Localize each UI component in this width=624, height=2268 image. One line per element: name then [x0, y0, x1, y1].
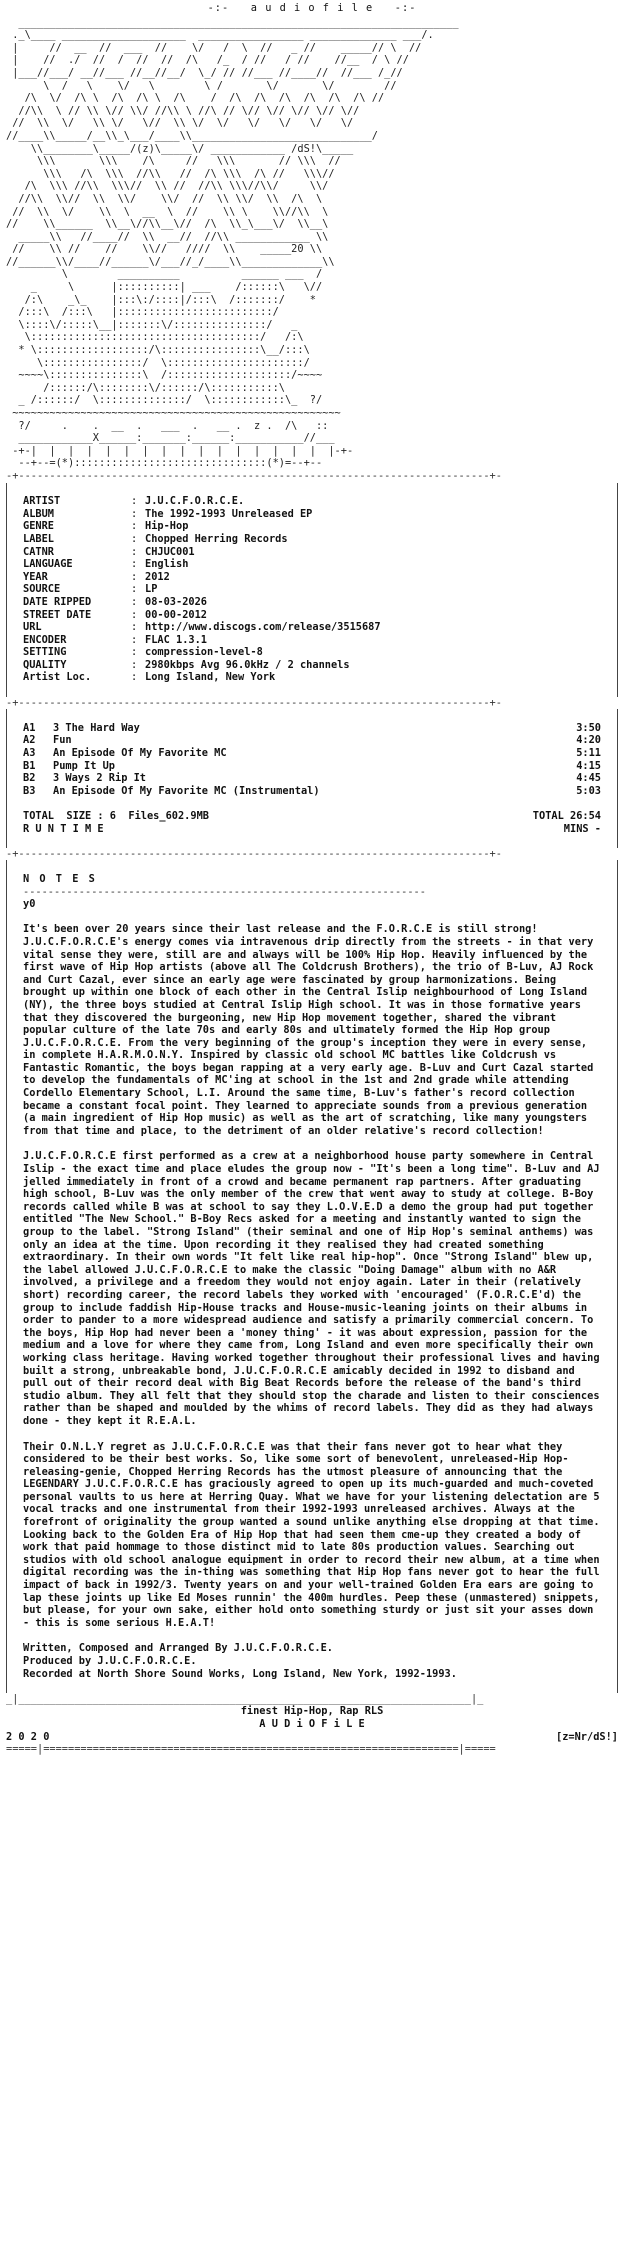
- info-key: CATNR: [23, 545, 54, 558]
- footer-signature: [z=Nr/dS!]: [556, 1730, 618, 1743]
- track-title: An Episode Of My Favorite MC: [53, 747, 227, 760]
- info-value: Hip-Hop: [145, 520, 189, 533]
- info-colon: :: [131, 583, 138, 596]
- info-key: YEAR: [23, 570, 48, 583]
- track-title: An Episode Of My Favorite MC (Instrumental): [53, 784, 320, 797]
- info-value: 00-00-2012: [145, 608, 207, 621]
- info-row: [23, 558, 601, 571]
- track-duration: 4:15: [576, 759, 601, 772]
- info-value: 2980kbps Avg 96.0kHz / 2 channels: [145, 658, 350, 671]
- info-colon: :: [131, 570, 138, 583]
- info-row: [23, 533, 601, 546]
- info-row: [23, 596, 601, 609]
- credit-line: Produced by J.U.C.F.O.R.C.E.: [23, 1655, 197, 1667]
- release-info-list: [23, 495, 601, 684]
- nfo-document: [6, 2, 618, 1756]
- info-key: DATE RIPPED: [23, 595, 92, 608]
- runtime-row: [23, 823, 601, 836]
- total-runtime: TOTAL 26:54: [532, 810, 601, 822]
- tracklist: [23, 722, 601, 798]
- info-colon: :: [131, 595, 138, 608]
- track-row: [23, 785, 601, 798]
- track-duration: 4:45: [576, 772, 601, 785]
- info-key: Artist Loc.: [23, 671, 92, 684]
- notes-greeting: y0: [23, 898, 36, 911]
- track-duration: 3:50: [576, 721, 601, 734]
- info-row: [23, 646, 601, 659]
- track-title: 3 The Hard Way: [53, 721, 140, 734]
- separator: -+----------------------------------------------------------------------------+-: [6, 847, 502, 860]
- info-value: http://www.discogs.com/release/3515687: [145, 621, 381, 634]
- info-value: 08-03-2026: [145, 595, 207, 608]
- info-value: FLAC 1.3.1: [145, 633, 207, 646]
- notes-body: [23, 923, 601, 1629]
- track-row: [23, 760, 601, 773]
- separator: -+----------------------------------------------------------------------------+-: [6, 696, 502, 709]
- info-row: [23, 609, 601, 622]
- info-row: [23, 571, 601, 584]
- info-colon: :: [131, 671, 138, 684]
- info-row: [23, 546, 601, 559]
- info-colon: :: [131, 658, 138, 671]
- track-duration: 4:20: [576, 734, 601, 747]
- info-colon: :: [131, 532, 138, 545]
- info-value: compression-level-8: [145, 646, 263, 659]
- ascii-logo-art: _______________________________________________________________________ ._\____ ____________________ _________________ ______________ ___/. | // __ // ___ // \/ / \ // _ // _____// \ // | // ./ // / // // /\ /_ / // / // //__ / \ // |___//___/ __//___ //__//__/ \_/ // //___ //____// //___ /_// \ / \ \/ \ \ / \/ \/ // /\ \/ /\ \ /\ /\ \ /\ / /\ /\ /\ /\ /\ /\ // //\\ \ // \\ \// \\/ //\\ \ //\ // \// \// \// \// \// // \\ \/ \\ \/ \// \\ \/ \/ \/ \/ \/ \/ //____\\_____/__\\_\___/____\\_____________________________/ \\________\_____/(z)\_____\/ ____________ /dS!\_____ \\\ \\\ /\ // \\\ // \\\ // \\\ /\ \\\ //\\ // /\ \\\ /\ // \\\// /\ \\\ //\\ \\\// \\ // //\\ \\\//\\/ \\/ //\\ \\// \\ \\/ \\/ // \\ \\/ \\ /\ \ // \\ \/ \\ \ __ \ // \\ \ \\//\\ \ // \\______ \\__\//\\__\// /\ \\_\___\/ \\__\ _____\\ //____// \\ __// //\\ ____________ \\ // \\ // // \\// //// \\ _____20 \\ //______\\/____//______\/___//_/____\\_____________\\ \ __________ ______ ___ / _ \ |::::::::::| ___ /::::::\ \// /:\ _\_ |:::\:/::::|/:::\ /:::::::/ * /:::\ /:::\ |:::::::::::::::::::::::::/ \::::\/:::::\__|:::::::\/:::::::::::::::/ _ \:::::::::::::::::::::::::::::::::::::/ /:\ * \::::::::::::::::::/\::::::::::::::::\__/:::\ \::::::::::::::::/ \::::::::::::::::::::::/ ~~~~\:::::::::::::::\ /::::::::::::::::::::/~~~~ /::::::/\::::::::\/::::::/\:::::::::::\ _ /::::::/ \::::::::::::::/ \::::::::::::\_ ?/ ~~~~~~~~~~~~~~~~~~~~~~~~~~~~~~~~~~~~~~~~~~~~~~~~~~~~~ ?/ . . __ . ___ . __ . z . /\ :: ____________X______:_______:______:___________//___ -+-| | | | | | | | | | | | | | | | |-+- --+--=(*):::::::::::::::::::::::::::::::(*)=--+--: [6, 16, 459, 470]
- track-position: A1: [23, 721, 36, 734]
- credit-line: Recorded at North Shore Sound Works, Long Island, New York, 1992-1993.: [23, 1667, 457, 1680]
- credits: [23, 1642, 601, 1680]
- info-row: [23, 508, 601, 521]
- footer-brand: A U D i O F i L E: [259, 1717, 365, 1730]
- info-row: [23, 621, 601, 634]
- info-value: LP: [145, 583, 158, 596]
- track-row: [23, 747, 601, 760]
- mins-label: MINS -: [563, 822, 601, 835]
- track-position: B1: [23, 759, 36, 772]
- info-row: [23, 634, 601, 647]
- info-key: ARTIST: [23, 495, 61, 508]
- track-title: 3 Ways 2 Rip It: [53, 772, 146, 785]
- info-key: SETTING: [23, 646, 67, 659]
- info-colon: :: [131, 495, 138, 508]
- track-position: A2: [23, 734, 36, 747]
- track-position: B2: [23, 772, 36, 785]
- track-title: Fun: [53, 734, 72, 747]
- notes-heading: N O T E S: [23, 872, 97, 885]
- info-colon: :: [131, 545, 138, 558]
- info-colon: :: [131, 507, 138, 520]
- notes-paragraph: It's been over 20 years since their last release and the F.O.R.C.E is still strong! J.U.C.F.O.R.C.E's energy comes via intravenous drip directly from the streets - in that very vital sense they were, still are and always will be 100% Hip Hop. Heavily influenced by the first wave of Hip Hop artists (above all The Coldcrush Brothers), the trio of B-Luv, AJ Rock and Curt Cazal, ever since an early age were fascinated by group harmonizations. Being brought up within one block of each other in the Central Islip neighbourhood of Long Island (NY), the three boys studied at Central Islip High school. It was in those formative years that they discovered the burgeoning, new Hip Hop movement together, shared the vibrant popular culture of the late 70s and early 80s and ultimately formed the Hip Hop group J.U.C.F.O.R.C.E. From the very beginning of the group's inception they were in every sense, in complete H.A.R.M.O.N.Y. Inspired by classic old school MC battles like Coldcrush vs Fantastic Romantic, the boys began rapping at a very early age. B-Luv and Curt Cazal started to develop the fundamentals of MC'ing at school in the 1st and 2nd grade while attending Cordello Elementary School, L.I. Around the same time, B-Luv's father's record collection became a constant focal point. They learned to appreciate sounds from a previous generation (a main ingredient of Hip Hop music) as well as the art of scratching, like many youngsters from that time and place, to the detriment of an older relative's record collection!: [23, 923, 594, 1137]
- info-value: Chopped Herring Records: [145, 532, 288, 545]
- track-duration: 5:03: [576, 784, 601, 797]
- info-value: J.U.C.F.O.R.C.E.: [145, 495, 245, 508]
- info-value: Long Island, New York: [145, 671, 276, 684]
- info-key: STREET DATE: [23, 608, 92, 621]
- track-position: A3: [23, 747, 36, 760]
- info-key: QUALITY: [23, 658, 67, 671]
- total-size: TOTAL SIZE : 6 Files_602.9MB: [23, 810, 209, 822]
- notes-paragraph: Their O.N.L.Y regret as J.U.C.F.O.R.C.E was that their fans never got to hear what they considered to be their best works. So, like some sort of benevolent, unreleased-Hip Hop-releasing-genie, Chopped Herring Records has the utmost pleasure of announcing that the LEGENDARY J.U.C.F.O.R.C.E has graciously agreed to open up its much-guarded and much-coveted personal vaults to us here at Herring Quay. What we have for your listening delectation are 5 vocal tracks and one instrumental from their 1992-1993 unreleased archives. Always at the forefront of originality the group wanted a sound unlike anything else dropping at that time. Looking back to the Golden Era of Hip Hop that had seen them cme-up they created a body of work that paid hommage to those distinct mid to late 80s production values. Searching out studios with old school analogue equipment in order to record their new album, at a time when digital recording was the in-thing was something that Hip Hop fans never got to hear the full impact of back in 1992/3. Twenty years on and your well-trained Golden Era ears are going to lap these joints up like Ed Moses runnin' the 400m hurdles. Peep these (unmastered) snippets, but please, for your own sake, either hold onto something sturdy or just sit your asses down - this is some serious H.E.A.T!: [23, 1440, 600, 1629]
- separator: =====|===================================================================|=====: [6, 1743, 496, 1756]
- info-colon: :: [131, 558, 138, 571]
- info-key: SOURCE: [23, 583, 61, 596]
- info-key: LABEL: [23, 532, 54, 545]
- info-colon: :: [131, 608, 138, 621]
- info-row: [23, 671, 601, 684]
- info-key: ENCODER: [23, 633, 67, 646]
- info-colon: :: [131, 621, 138, 634]
- track-row: [23, 734, 601, 747]
- info-value: CHJUC001: [145, 545, 195, 558]
- total-size-row: [23, 810, 601, 823]
- header-banner: -:- a u d i o f i l e -:-: [207, 2, 417, 14]
- separator: -+----------------------------------------------------------------------------+-: [6, 469, 502, 482]
- info-key: URL: [23, 621, 42, 634]
- info-colon: :: [131, 633, 138, 646]
- footer-year: 2 0 2 0: [6, 1730, 50, 1743]
- notes-underline: -----------------------------------------------------------------: [23, 885, 426, 898]
- info-key: LANGUAGE: [23, 558, 73, 571]
- track-row: [23, 772, 601, 785]
- info-row: [23, 659, 601, 672]
- info-value: English: [145, 558, 189, 571]
- track-duration: 5:11: [576, 747, 601, 760]
- info-colon: :: [131, 646, 138, 659]
- tracklist-section: [6, 709, 618, 848]
- track-row: [23, 722, 601, 735]
- info-key: GENRE: [23, 520, 54, 533]
- info-row: [23, 583, 601, 596]
- info-row: [23, 495, 601, 508]
- info-row: [23, 520, 601, 533]
- info-colon: :: [131, 520, 138, 533]
- track-title: Pump It Up: [53, 759, 115, 772]
- release-info-section: [6, 483, 618, 697]
- credit-line: Written, Composed and Arranged By J.U.C.F.O.R.C.E.: [23, 1642, 333, 1655]
- info-key: ALBUM: [23, 507, 54, 520]
- track-position: B3: [23, 784, 36, 797]
- footer-tagline: finest Hip-Hop, Rap RLS: [240, 1705, 384, 1718]
- info-value: 2012: [145, 570, 170, 583]
- runtime-label: R U N T I M E: [23, 822, 104, 835]
- separator: _|_________________________________________________________________________|_: [6, 1692, 484, 1705]
- info-value: The 1992-1993 Unreleased EP: [145, 507, 313, 520]
- notes-paragraph: J.U.C.F.O.R.C.E first performed as a crew at a neighborhood house party somewhere in Central Islip - the exact time and place eludes the group now - "It's been a long time". B-Luv and AJ jelled immediately in front of a crowd and became permanent rap partners. After graduating high school, B-Luv was the only member of the crew that went away to study at college. B-Boy records called while B was at school to say they L.O.V.E.D a demo the group had put together entitled "The New School." B-Boy Recs asked for a meeting and instantly wanted to sign the group to the label. "Strong Island" (their seminal and one of Hip Hop's seminal anthems) was only an idea at the time. Upon recording it they realised they had created something extraordinary. In their own words "It felt like real hip-hop". Once "Strong Island" blew up, the label allowed J.U.C.F.O.R.C.E to make the classic "Doing Damage" album with no A&R involved, a privilege and a freedom they would not enjoy again. Later in their (relatively short) recording career, the record labels they worked with 'encouraged' (F.O.R.C.E'd) the group to include faddish Hip-House tracks and House-music-leaning joints on their albums in order to pander to a more widespread audience and satisfy a primarily commercial concern. To the boys, Hip Hop had never been a 'money thing' - it was about expression, passion for the medium and a love for where they came from, Long Island and even more specifically their own working class heritage. Having worked together throughout their professional lives and having built a strong, unbreakable bond, J.U.C.F.O.R.C.E amicably decided in 1992 to disband and pull out of their record deal with Big Beat Records before the release of the band's third studio album. They all felt that they should stop the charade and listen to their consciences rather than be shaped and moulded by the whims of record labels. They did as they had always done - they kept it R.E.A.L.: [23, 1150, 600, 1427]
- footer-year-row: [6, 1731, 618, 1744]
- notes-section: [6, 860, 618, 1692]
